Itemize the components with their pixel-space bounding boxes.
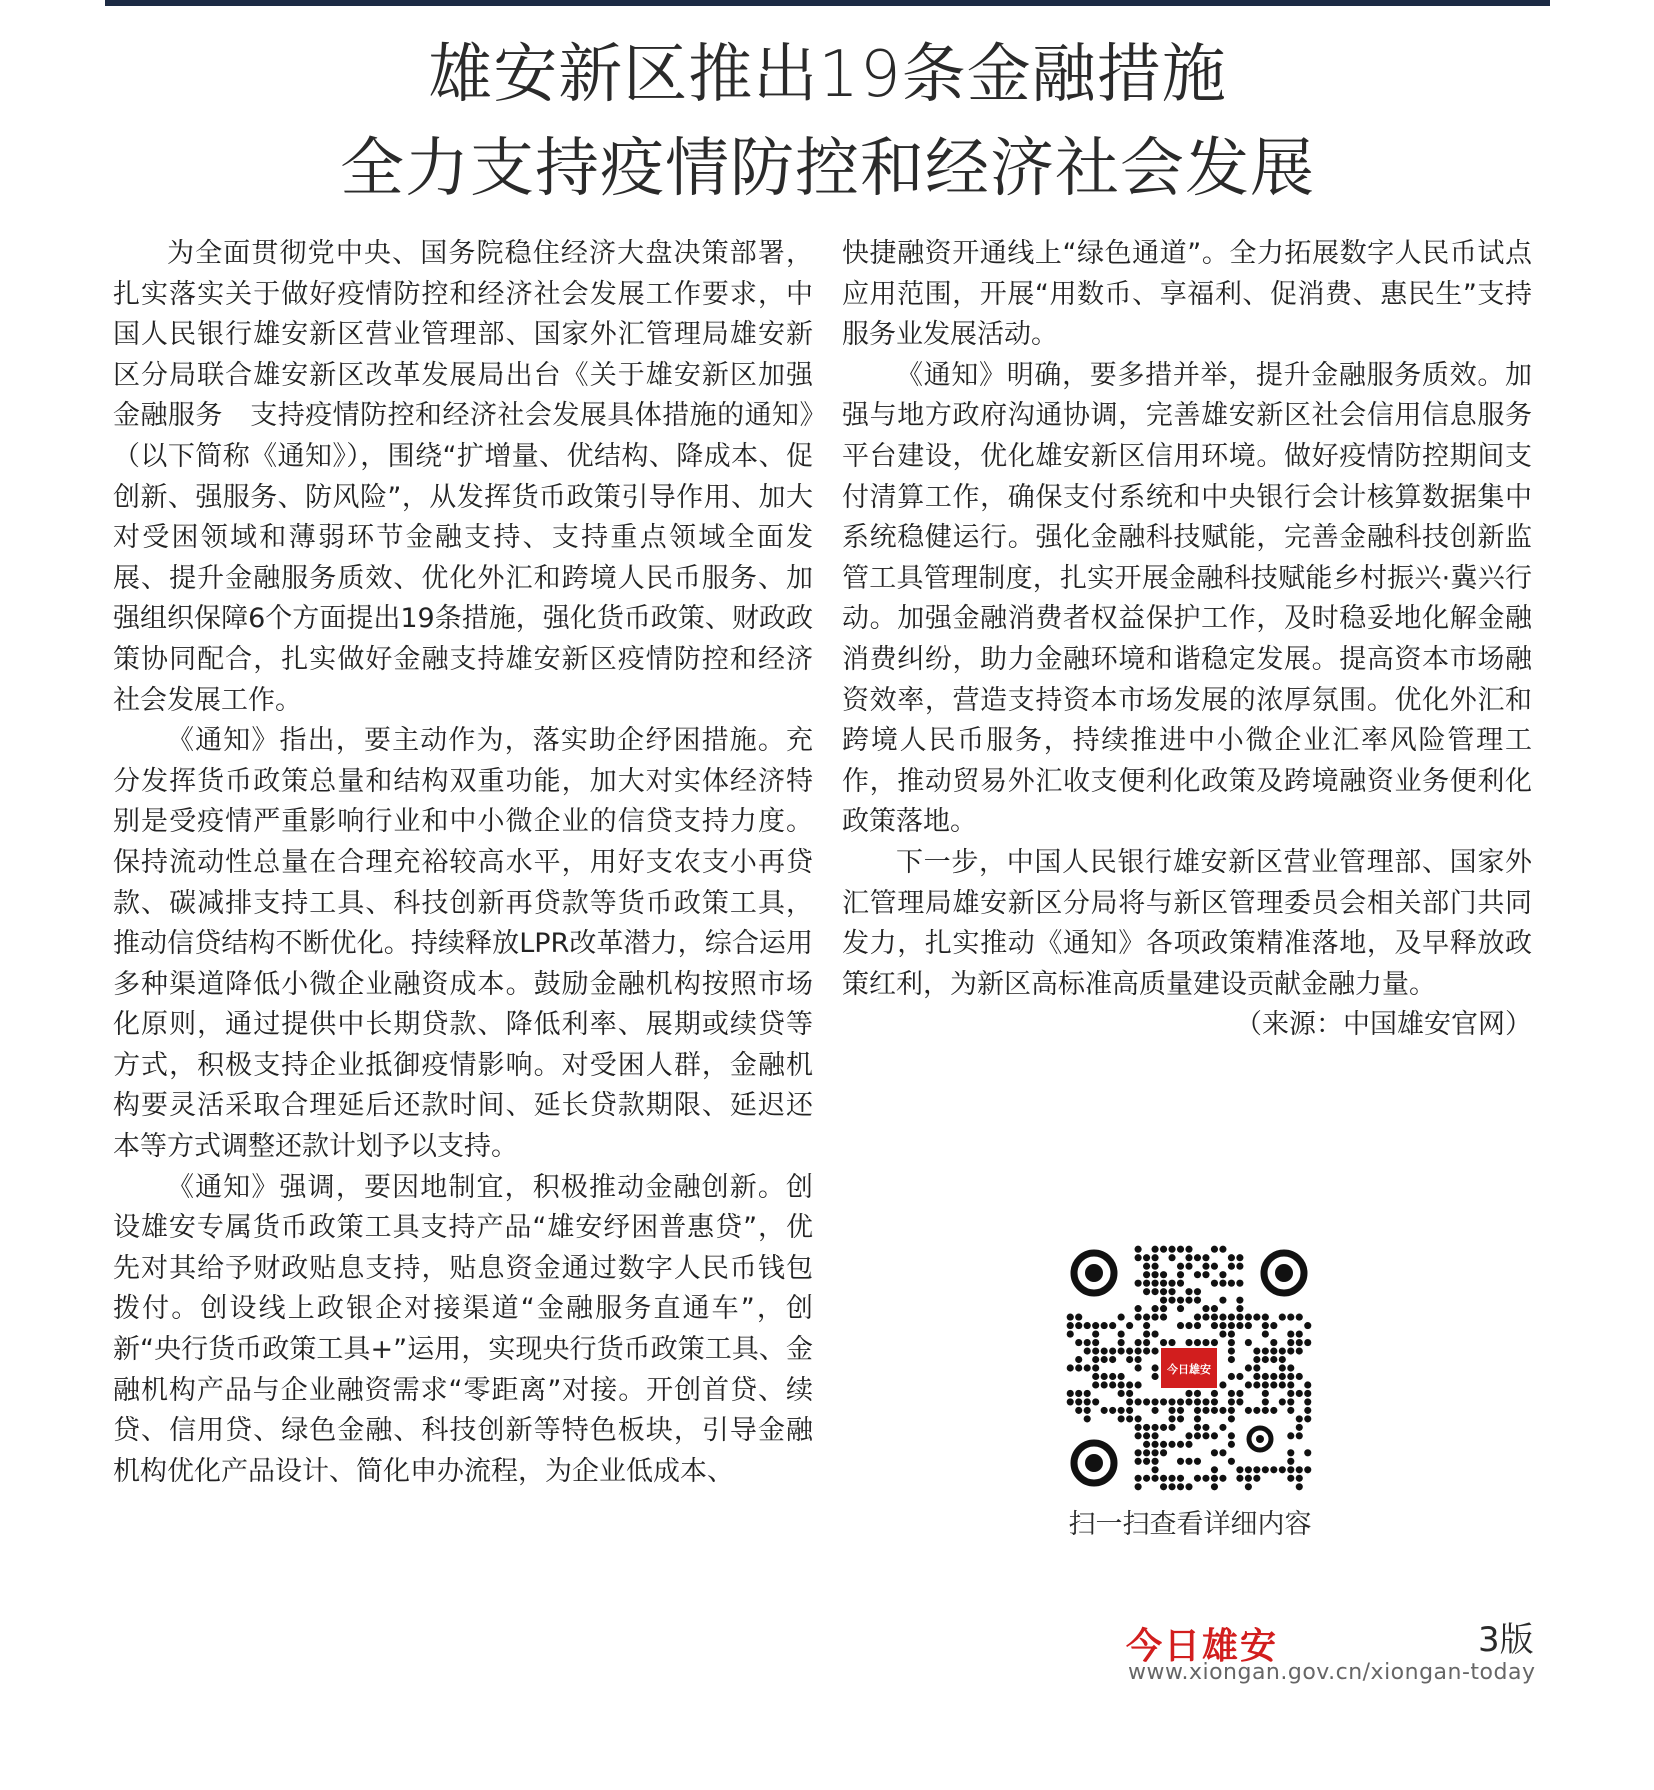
publication-logo: 今日雄安 [1126, 1625, 1279, 1667]
article-headline [105, 28, 1550, 216]
paragraph: 《通知》强调，要因地制宜，积极推动金融创新。创设雄安专属货币政策工具支持产品“雄安纾困普惠贷”，优先对其给予财政贴息支持，贴息资金通过数字人民币钱包拨付。创设线上政银企对接渠道“金融服务直通车”，创新“央行货币政策工具+”运用，实现央行货币政策工具、金融机构产品与企业融资需求“零距离”对接。开创首贷、续贷、信用贷、绿色金融、科技创新等特色板块，引导金融机构优化产品设计、简化申办流程，为企业低成本、 [113, 1171, 813, 1487]
qr-center-label: 今日雄安 [1167, 1363, 1211, 1376]
qr-caption: 扫一扫查看详细内容 [1068, 1509, 1312, 1540]
paragraph: 为全面贯彻党中央、国务院稳住经济大盘决策部署，扎实落实关于做好疫情防控和经济社会发展工作要求，中国人民银行雄安新区营业管理部、国家外汇管理局雄安新区分局联合雄安新区改革发展局出台《关于雄安新区加强金融服务 支持疫情防控和经济社会发展具体措施的通知》（以下简称《通知》），围绕“扩增量、优结构、降成本、促创新、强服务、防风险”，从发挥货币政策引导作用、加大对受困领域和薄弱环节金融支持、支持重点领域全面发展、提升金融服务质效、优化外汇和跨境人民币服务、加强组织保障6个方面提出19条措施，强化货币政策、财政政策协同配合，扎实做好金融支持雄安新区疫情防控和经济社会发展工作。 [113, 238, 813, 716]
paragraph: 下一步，中国人民银行雄安新区营业管理部、国家外汇管理局雄安新区分局将与新区管理委员会相关部门共同发力，扎实推动《通知》各项政策精准落地，及早释放政策红利，为新区高标准高质量建设贡献金融力量。 [842, 846, 1532, 1000]
article-right-column [842, 234, 1532, 1046]
page-number: 3版 [1478, 1620, 1534, 1660]
source-credit: （来源：中国雄安官网） [1235, 1009, 1532, 1041]
headline-line-2: 全力支持疫情防控和经济社会发展 [340, 132, 1315, 206]
qr-code[interactable] [1066, 1245, 1312, 1491]
article-left-column [113, 234, 813, 1492]
top-rule [105, 0, 1550, 6]
paragraph-continued: 快捷融资开通线上“绿色通道”。全力拓展数字人民币试点应用范围，开展“用数币、享福利、促消费、惠民生”支持服务业发展活动。 [842, 238, 1532, 351]
headline-line-1: 雄安新区推出19条金融措施 [428, 38, 1227, 112]
qr-code-icon [1066, 1245, 1312, 1491]
website-url[interactable]: www.xiongan.gov.cn/xiongan-today [1128, 1660, 1536, 1685]
paragraph: 《通知》指出，要主动作为，落实助企纾困措施。充分发挥货币政策总量和结构双重功能，加大对实体经济特别是受疫情严重影响行业和中小微企业的信贷支持力度。保持流动性总量在合理充裕较高水平，用好支农支小再贷款、碳减排支持工具、科技创新再贷款等货币政策工具，推动信贷结构不断优化。持续释放LPR改革潜力，综合运用多种渠道降低小微企业融资成本。鼓励金融机构按照市场化原则，通过提供中长期贷款、降低利率、展期或续贷等方式，积极支持企业抵御疫情影响。对受困人群，金融机构要灵活采取合理延后还款时间、延长贷款期限、延迟还本等方式调整还款计划予以支持。 [113, 725, 813, 1163]
paragraph: 《通知》明确，要多措并举，提升金融服务质效。加强与地方政府沟通协调，完善雄安新区社会信用信息服务平台建设，优化雄安新区信用环境。做好疫情防控期间支付清算工作，确保支付系统和中央银行会计核算数据集中系统稳健运行。强化金融科技赋能，完善金融科技创新监管工具管理制度，扎实开展金融科技赋能乡村振兴·冀兴行动。加强金融消费者权益保护工作，及时稳妥地化解金融消费纠纷，助力金融环境和谐稳定发展。提高资本市场融资效率，营造支持资本市场发展的浓厚氛围。优化外汇和跨境人民币服务，持续推进中小微企业汇率风险管理工作，推动贸易外汇收支便利化政策及跨境融资业务便利化政策落地。 [842, 359, 1532, 838]
